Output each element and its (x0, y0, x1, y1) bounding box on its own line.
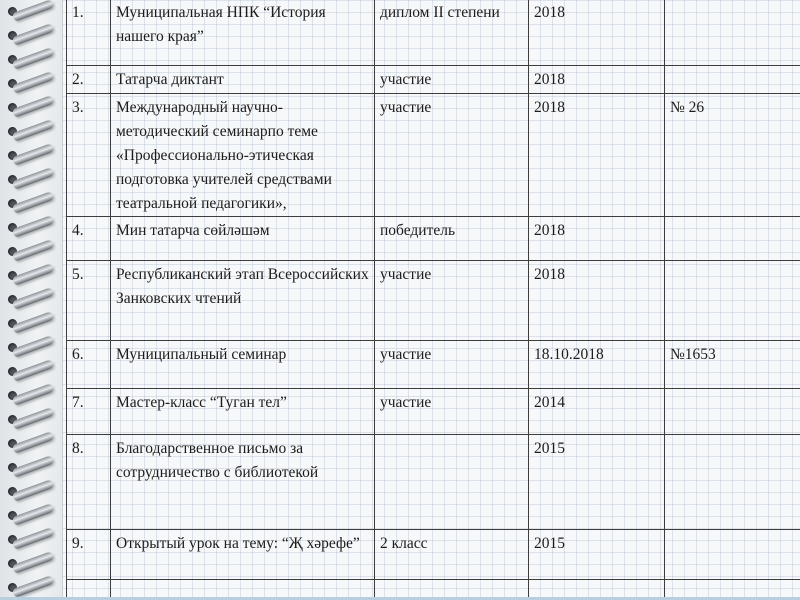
row-number: 5. (67, 261, 111, 341)
document-number (665, 0, 800, 66)
event-result: участие (375, 341, 529, 389)
event-result (375, 435, 529, 530)
event-name: Открытый урок на тему: “Җ хәрефе” (111, 530, 375, 580)
row-number: 8. (67, 435, 111, 530)
event-name: Благодарственное письмо за сотрудничество с библиотекой (111, 435, 375, 530)
spiral-ring-icon (12, 479, 55, 502)
table-row (67, 341, 800, 389)
document-number: № 26 (665, 94, 800, 217)
event-year: 2018 (529, 94, 665, 217)
event-result: участие (375, 389, 529, 435)
row-number: 2. (67, 66, 111, 94)
event-result: участие (375, 261, 529, 341)
event-name: Республиканский этап Всероссийских Занковских чтений (111, 261, 375, 341)
spiral-ring-icon (12, 47, 55, 70)
table-row (67, 261, 800, 341)
event-name: Муниципальный семинар (111, 341, 375, 389)
spiral-ring-icon (12, 359, 55, 382)
spiral-ring-icon (12, 287, 55, 310)
event-year: 2015 (529, 435, 665, 530)
table-row (67, 217, 800, 261)
row-number: 1. (67, 0, 111, 66)
spiral-ring-icon (12, 167, 55, 190)
spiral-ring-icon (12, 503, 55, 526)
document-number (665, 217, 800, 261)
event-year: 2018 (529, 66, 665, 94)
event-name: Татарча диктант (111, 66, 375, 94)
spiral-ring-icon (12, 311, 55, 334)
spiral-ring-icon (12, 527, 55, 550)
event-result: победитель (375, 217, 529, 261)
row-number: 3. (67, 94, 111, 217)
document-number (665, 435, 800, 530)
spiral-ring-icon (12, 263, 55, 286)
event-name: Международный научно-методический семинарпо теме «Профессионально-этическая подготовка учителей средствами театральной педагогики», (111, 94, 375, 217)
spiral-ring-icon (12, 191, 55, 214)
table-row (67, 94, 800, 217)
achievements-table (66, 0, 800, 600)
event-name: Мастер-класс “Туган тел” (111, 389, 375, 435)
spiral-ring-icon (12, 383, 55, 406)
spiral-ring-icon (12, 239, 55, 262)
table-row (67, 389, 800, 435)
spiral-binding (0, 0, 63, 600)
row-number: 6. (67, 341, 111, 389)
event-year: 2018 (529, 261, 665, 341)
table-row (67, 66, 800, 94)
spiral-ring-icon (12, 575, 55, 598)
event-name: Мин татарча сөйләшәм (111, 217, 375, 261)
event-name: Муниципальная НПК “История нашего края” (111, 0, 375, 66)
event-year: 18.10.2018 (529, 341, 665, 389)
spiral-ring-icon (12, 23, 55, 46)
spiral-ring-icon (12, 143, 55, 166)
row-number: 4. (67, 217, 111, 261)
spiral-ring-icon (12, 95, 55, 118)
event-result: 2 класс (375, 530, 529, 580)
row-number: 7. (67, 389, 111, 435)
table-row (67, 530, 800, 580)
spiral-ring-icon (12, 407, 55, 430)
spiral-ring-icon (12, 335, 55, 358)
document-number (665, 530, 800, 580)
table-row (67, 0, 800, 66)
event-year: 2018 (529, 217, 665, 261)
document-number (665, 261, 800, 341)
document-number: №1653 (665, 341, 800, 389)
event-year: 2015 (529, 530, 665, 580)
event-result: участие (375, 66, 529, 94)
spiral-ring-icon (12, 215, 55, 238)
spiral-ring-icon (12, 431, 55, 454)
event-result: участие (375, 94, 529, 217)
spiral-ring-icon (12, 71, 55, 94)
event-year: 2014 (529, 389, 665, 435)
document-number (665, 389, 800, 435)
document-number (665, 66, 800, 94)
row-number: 9. (67, 530, 111, 580)
spiral-ring-icon (12, 455, 55, 478)
event-result: диплом II степени (375, 0, 529, 66)
table-row (67, 435, 800, 530)
spiral-ring-icon (12, 119, 55, 142)
spiral-ring-icon (12, 0, 55, 22)
spiral-ring-icon (12, 551, 55, 574)
event-year: 2018 (529, 0, 665, 66)
